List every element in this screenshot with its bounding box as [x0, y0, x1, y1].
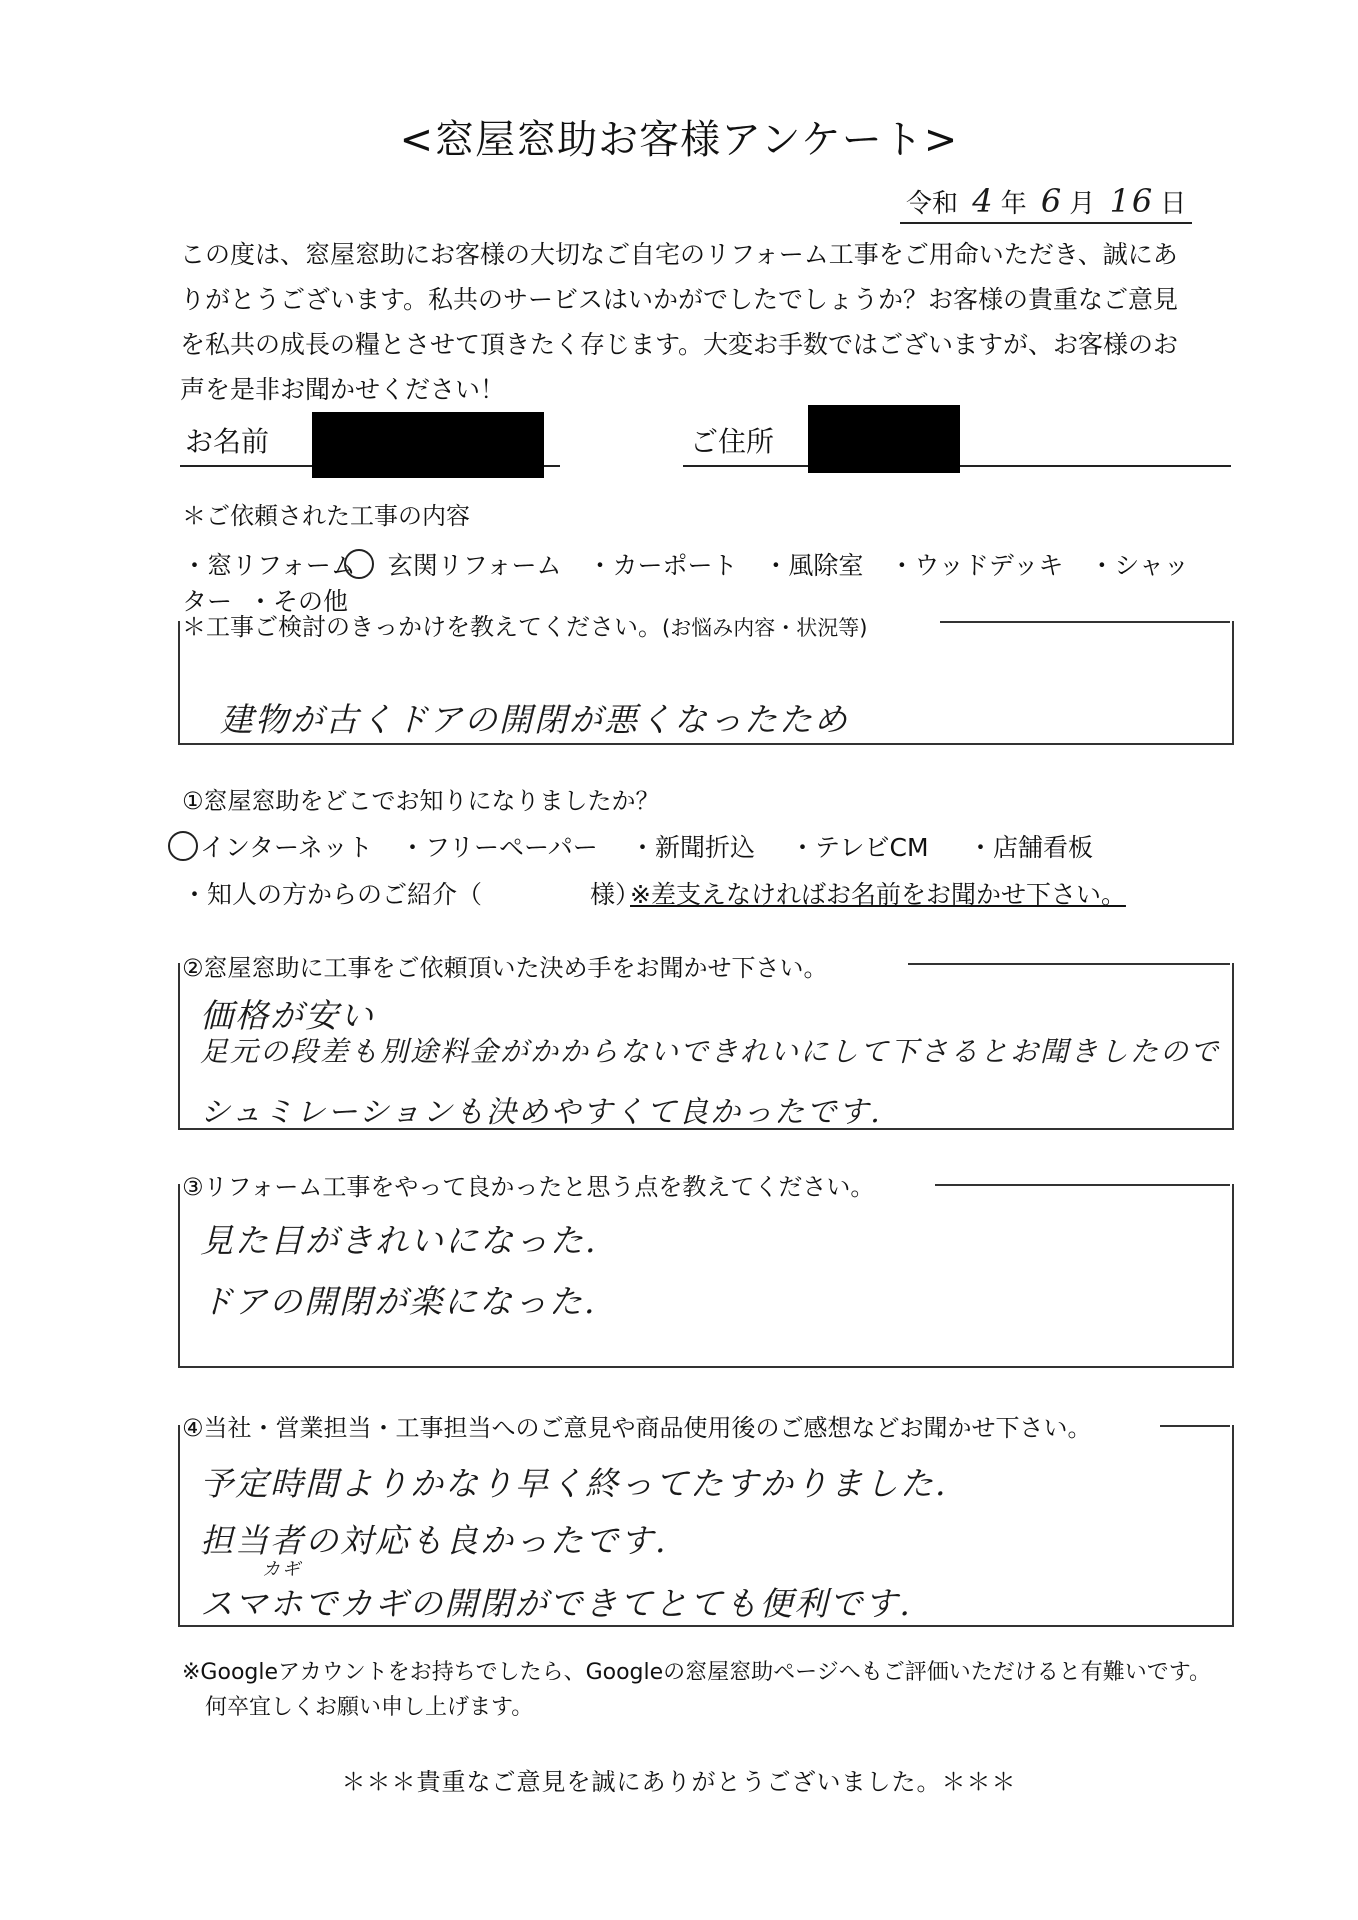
closing-message: ＊＊＊貴重なご意見を誠にありがとうございました。＊＊＊: [341, 1768, 1017, 1796]
q2-answer-line-2: 足元の段差も別途料金がかからないできれいにして下さるとお聞きしたので: [200, 1035, 1221, 1068]
q4-answer-line-1: 予定時間よりかなり早く終ってたすかりました.: [200, 1464, 948, 1503]
reason-answer: 建物が古くドアの開閉が悪くなったため: [220, 700, 850, 739]
date-day: 16: [1109, 182, 1155, 220]
q1-option-newspaper: ・新聞折込: [630, 833, 756, 862]
q2-answer-line-3: シュミレーションも決めやすくて良かったです.: [200, 1095, 882, 1130]
work-option-other: ・その他: [247, 587, 348, 616]
date-year: 4: [972, 182, 995, 220]
work-type-heading: ＊ご依頼された工事の内容: [182, 502, 470, 530]
survey-title: <窓屋窓助お客様アンケート>: [399, 117, 959, 163]
date-era: 令和: [906, 189, 959, 219]
work-option-window: ・窓リフォーム: [182, 551, 356, 580]
q2-heading: ②窓屋窓助に工事をご依頼頂いた決め手をお聞かせ下さい。: [182, 954, 828, 982]
address-label: ご住所: [690, 425, 775, 458]
q1-heading: ①窓屋窓助をどこでお知りになりましたか？: [182, 787, 660, 815]
work-option-shutter: ・シャッター: [182, 551, 1189, 616]
q1-referral-label: ・知人の方からのご紹介（: [182, 880, 483, 909]
q4-answer-line-2: 担当者の対応も良かったです.: [200, 1521, 668, 1560]
date-month: 6: [1040, 182, 1064, 220]
q1-referral-note: ※差支えなければお名前をお聞かせ下さい。: [630, 880, 1126, 909]
name-label: お名前: [185, 425, 270, 458]
q3-heading: ③リフォーム工事をやって良かったと思う点を教えてください。: [182, 1173, 875, 1201]
q4-ruby: カギ: [262, 1559, 302, 1580]
reason-heading-note: (お悩み内容・状況等): [662, 616, 868, 640]
work-option-wooddeck: ・ウッドデッキ: [889, 551, 1064, 580]
q1-option-tvcm: ・テレビCM: [790, 833, 929, 862]
q3-answer-line-2: ドアの開閉が楽になった.: [200, 1282, 597, 1321]
intro-text: この度は、窓屋窓助にお客様の大切なご自宅のリフォーム工事をご用命いただき、誠にありがとうございます。私共のサービスはいかがでしたでしょうか？お客様の貴重なご意見を私共の成長の糧とさせて頂きたく存じます。大変お手数ではございますが、お客様のお声を是非お聞かせください！: [180, 240, 1179, 404]
survey-date: [900, 182, 1192, 224]
work-option-carport: ・カーポート: [587, 551, 738, 580]
google-note-line-2: 何卒宜しくお願い申し上げます。: [205, 1695, 534, 1720]
address-redaction: [808, 405, 960, 473]
selected-circle-icon: [168, 831, 198, 861]
selected-circle-icon: [344, 549, 374, 579]
q4-heading: ④当社・営業担当・工事担当へのご意見や商品使用後のご感想などお聞かせ下さい。: [182, 1414, 1092, 1442]
name-redaction: [312, 412, 544, 478]
q3-answer-line-1: 見た目がきれいになった.: [200, 1221, 598, 1260]
q4-answer-line-3: スマホでカギの開閉ができてとても便利です.: [200, 1584, 912, 1623]
q1-referral-suffix: 様）: [590, 880, 641, 909]
work-option-windbreak: ・風除室: [763, 551, 864, 580]
google-note-line-1: ※Googleアカウントをお持ちでしたら、Googleの窓屋窓助ページへもご評価いただけると有難いです。: [182, 1660, 1211, 1685]
q1-option-freepaper: ・フリーペーパー: [400, 833, 598, 862]
q1-option-signboard: ・店舗看板: [968, 833, 1094, 862]
date-month-unit: 月: [1069, 189, 1096, 219]
work-option-entrance: 玄関リフォーム: [387, 551, 562, 580]
q1-option-internet: インターネット: [200, 833, 373, 862]
date-day-unit: 日: [1160, 189, 1187, 219]
q2-answer-line-1: 価格が安い: [200, 996, 375, 1035]
reason-heading-text: ＊工事ご検討のきっかけを教えてください。: [182, 613, 662, 641]
date-year-unit: 年: [1000, 189, 1027, 219]
